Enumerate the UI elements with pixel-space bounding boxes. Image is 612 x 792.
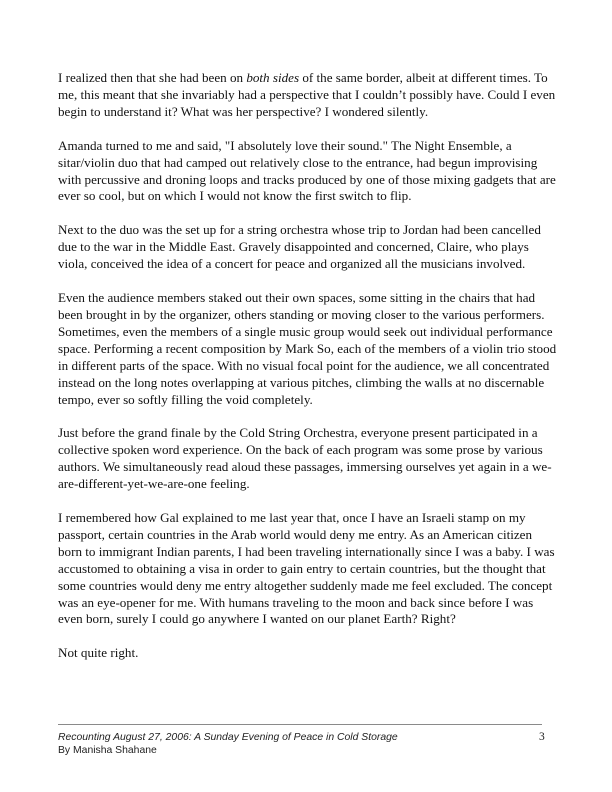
paragraph-3: Next to the duo was the set up for a string orchestra whose trip to Jordan had been cancelled due to the war in the Middle East. Gravely disappointed and concerned, Claire, who plays viola, conceived the idea of a concert for peace and organized all the musicians involved.	[58, 222, 541, 272]
paragraph-1-lead: I realized then that she had been on	[58, 70, 247, 85]
footer-divider	[58, 724, 542, 725]
paragraph-4: Even the audience members staked out their own spaces, some sitting in the chairs that had been brought in by the organizer, others standing or moving closer to the various performers. Sometimes, even the members of a single music group would seek out individual performance space. Performing a recent composition by Mark So, each of the members of a violin trio stood in different parts of the space. With no visual focal point for the audience, we all concentrated instead on the long notes overlapping at various pitches, climbing the walls at no discernable tempo, ever so softly filling the void completely.	[58, 290, 557, 407]
paragraph-6: I remembered how Gal explained to me last year that, once I have an Israeli stamp on my passport, certain countries in the Arab world would deny me entry. As an American citizen born to immigrant Indian parents, I had been traveling internationally since I was a baby. I was accustomed to obtaining a visa in order to gain entry to certain countries, but the thought that some countries would deny me entry altogether suddenly made me feel excluded. The concept was an eye-opener for me. With humans traveling to the moon and back since before I was even born, surely I could go anywhere I wanted on our planet Earth? Right?	[58, 510, 555, 627]
paragraph-2: Amanda turned to me and said, "I absolutely love their sound." The Night Ensemble, a sitar/violin duo that had camped out relatively close to the entrance, had begun improvising with percussive and droning loops and tracks produced by one of those mixing gadgets that are ever so cool, but on which I would not know the first switch to flip.	[58, 137, 556, 204]
page-number: 3	[539, 731, 545, 743]
body-text	[58, 70, 558, 679]
footer-author: By Manisha Shahane	[58, 745, 157, 756]
paragraph-1-tail: of the same border, albeit at different times. To me, this meant that she invariably had a perspective that I couldn’t possibly have. Could I even begin to understand it? What was her perspective? I wondered silently.	[58, 70, 556, 119]
paragraph-1-emphasis: both sides	[246, 70, 300, 85]
paragraph-1	[58, 70, 558, 121]
paragraph-7: Not quite right.	[58, 645, 139, 661]
paragraph-5: Just before the grand finale by the Cold String Orchestra, everyone present participated in a collective spoken word experience. On the back of each program was some prose by various authors. We simultaneously read aloud these passages, immersing ourselves yet again in a we-are-different-yet-we-are-one feeling.	[58, 425, 552, 492]
footer	[58, 731, 498, 757]
footer-title: Recounting August 27, 2006: A Sunday Evening of Peace in Cold Storage	[58, 732, 398, 743]
